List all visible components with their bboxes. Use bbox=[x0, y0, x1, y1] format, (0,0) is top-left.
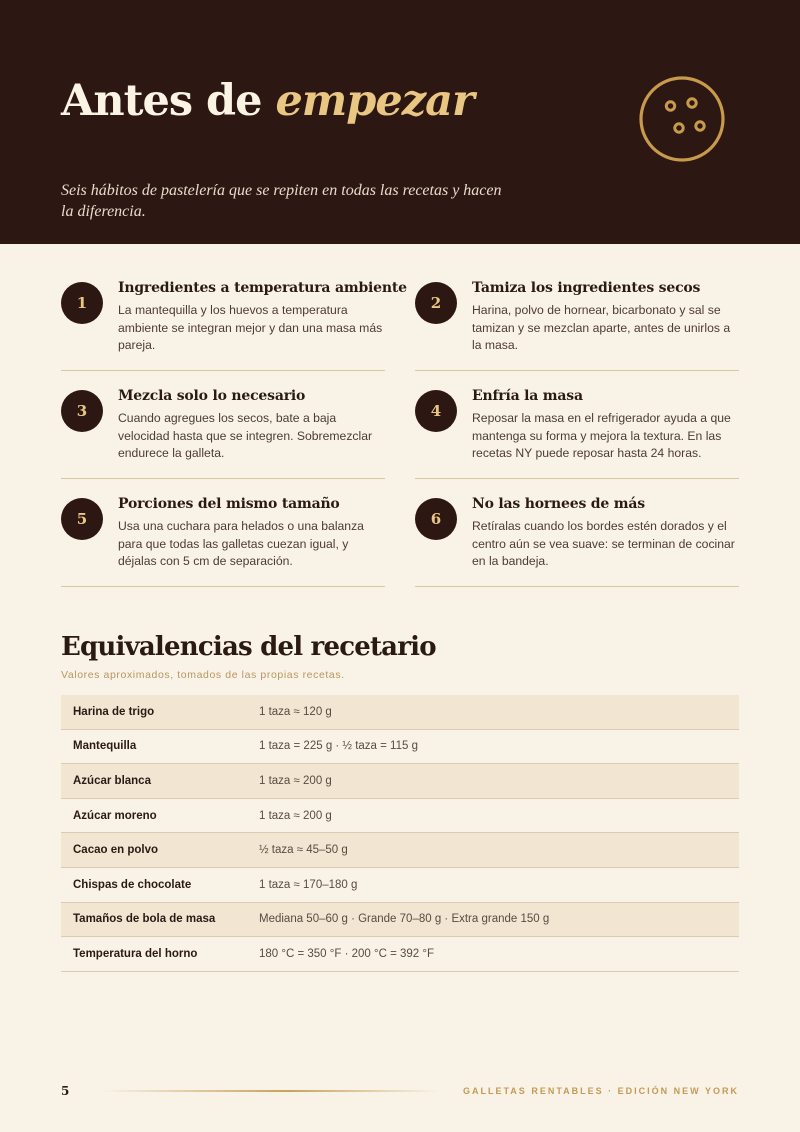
tip-title: Ingredientes a temperatura ambiente bbox=[118, 280, 407, 296]
ingredient-cell: Tamaños de bola de masa bbox=[73, 913, 216, 926]
value-cell: 1 taza ≈ 170–180 g bbox=[259, 878, 358, 891]
tip-card bbox=[61, 478, 385, 587]
tip-title: Tamiza los ingredientes secos bbox=[472, 280, 701, 296]
title-accent: empezar bbox=[275, 76, 474, 126]
ingredient-cell: Cacao en polvo bbox=[73, 844, 158, 857]
ingredient-cell: Mantequilla bbox=[73, 740, 137, 753]
page-number: 5 bbox=[61, 1084, 70, 1098]
value-cell: ½ taza ≈ 45–50 g bbox=[259, 844, 348, 857]
tip-text: Cuando agregues los secos, bate a baja velocidad hasta que se integren. Sobremezclar endurece la galleta. bbox=[118, 411, 373, 460]
value-cell: 1 taza ≈ 200 g bbox=[259, 774, 332, 787]
ingredient-cell: Temperatura del horno bbox=[73, 947, 198, 960]
tip-title: Enfría la masa bbox=[472, 388, 583, 404]
tip-text: Reposar la masa en el refrigerador ayuda a que mantenga su forma y mejora la textura. En las recetas NY puede reposar hasta 24 horas. bbox=[472, 411, 731, 460]
value-cell: Mediana 50–60 g · Grande 70–80 g · Extra grande 150 g bbox=[259, 913, 550, 926]
table-row bbox=[61, 730, 739, 765]
tip-number: 2 bbox=[415, 282, 457, 324]
table-row bbox=[61, 695, 739, 730]
tip-text: La mantequilla y los huevos a temperatura ambiente se integran mejor y dan una masa más pareja. bbox=[118, 303, 383, 352]
tip-number: 1 bbox=[61, 282, 103, 324]
value-cell: 1 taza ≈ 200 g bbox=[259, 809, 332, 822]
equivalences-subtitle: Valores aproximados, tomados de las propias recetas. bbox=[61, 669, 345, 681]
tip-card bbox=[415, 478, 739, 587]
ingredient-cell: Chispas de chocolate bbox=[73, 878, 192, 891]
tip-text: Retíralas cuando los bordes estén dorados y el centro aún se vea suave: se terminan de cocinar en la bandeja. bbox=[472, 519, 735, 568]
tip-number: 6 bbox=[415, 498, 457, 540]
page-header bbox=[0, 0, 800, 244]
tip-text: Usa una cuchara para helados o una balanza para que todas las galletas cuezan igual, y déjalas con 5 cm de separación. bbox=[118, 519, 364, 568]
tip-card bbox=[61, 262, 407, 371]
equivalences-title: Equivalencias del recetario bbox=[61, 632, 436, 662]
table-row bbox=[61, 799, 739, 834]
table-row bbox=[61, 764, 739, 799]
page-title bbox=[61, 76, 474, 126]
table-row bbox=[61, 868, 739, 903]
tip-number: 4 bbox=[415, 390, 457, 432]
tip-card bbox=[61, 370, 385, 479]
tip-number: 5 bbox=[61, 498, 103, 540]
ingredient-cell: Azúcar blanca bbox=[73, 774, 151, 787]
tip-card bbox=[415, 262, 739, 371]
tip-title: Porciones del mismo tamaño bbox=[118, 496, 340, 512]
title-main: Antes de bbox=[61, 76, 262, 126]
table-row bbox=[61, 937, 739, 972]
tip-title: Mezcla solo lo necesario bbox=[118, 388, 306, 404]
table-row bbox=[61, 903, 739, 938]
page-subtitle: Seis hábitos de pastelería que se repiten en todas las recetas y hacen la diferencia. bbox=[61, 182, 502, 220]
ingredient-cell: Azúcar moreno bbox=[73, 809, 157, 822]
value-cell: 180 °C = 350 °F · 200 °C = 392 °F bbox=[259, 947, 435, 960]
footer-divider bbox=[100, 1090, 440, 1092]
cookie-icon bbox=[637, 74, 727, 164]
ingredient-cell: Harina de trigo bbox=[73, 705, 155, 718]
tip-card bbox=[415, 370, 739, 479]
table-row bbox=[61, 833, 739, 868]
footer-label: GALLETAS RENTABLES · EDICIÓN NEW YORK bbox=[462, 1086, 739, 1096]
value-cell: 1 taza ≈ 120 g bbox=[259, 705, 332, 718]
tip-number: 3 bbox=[61, 390, 103, 432]
equivalences-table bbox=[61, 695, 739, 972]
tip-text: Harina, polvo de hornear, bicarbonato y sal se tamizan y se mezclan aparte, antes de unirlos a la masa. bbox=[472, 303, 731, 352]
value-cell: 1 taza = 225 g · ½ taza = 115 g bbox=[259, 740, 418, 753]
tip-title: No las hornees de más bbox=[472, 496, 645, 512]
